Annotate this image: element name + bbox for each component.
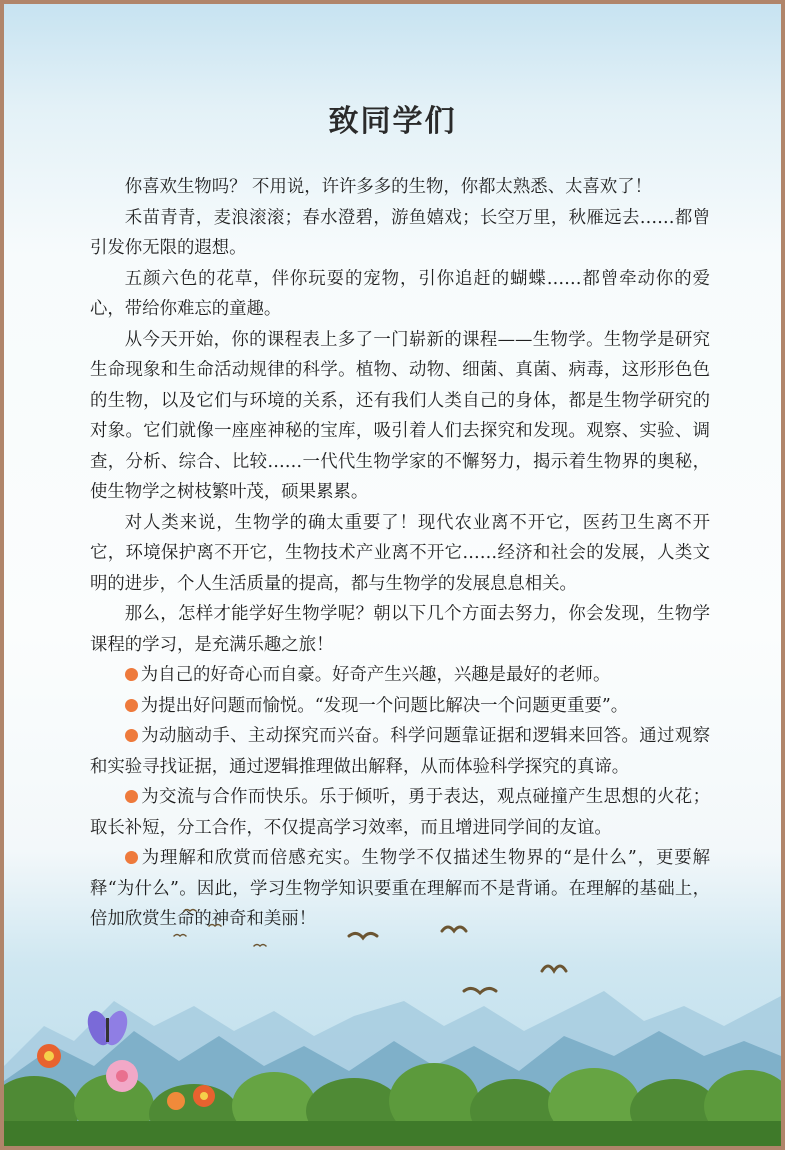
bird-icon bbox=[174, 910, 566, 994]
bullet-text: 为理解和欣赏而倍感充实。生物学不仅描述生物界的“是什么”，更要解释“为什么”。因此，学习生物学知识要重在理解而不是背诵。在理解的基础上，倍加欣赏生命的神奇和美丽！ bbox=[90, 848, 710, 929]
bullet-text: 为提出好问题而愉悦。“发现一个问题比解决一个问题更重要”。 bbox=[140, 695, 629, 716]
bullet-dot-icon bbox=[125, 729, 138, 742]
paragraph: 五颜六色的花草，伴你玩耍的宠物，引你追赶的蝴蝶……都曾牵动你的爱心，带给你难忘的童趣。 bbox=[90, 268, 710, 319]
bullet-dot-icon bbox=[125, 699, 138, 712]
paragraph: 对人类来说，生物学的确太重要了！现代农业离不开它，医药卫生离不开它，环境保护离不开它，生物技术产业离不开它……经济和社会的发展，人类文明的进步，个人生活质量的提高，都与生物学的发展息息相关。 bbox=[90, 512, 710, 594]
paragraph: 从今天开始，你的课程表上多了一门崭新的课程——生物学。生物学是研究生命现象和生命活动规律的科学。植物、动物、细菌、真菌、病毒，这形形色色的生物，以及它们与环境的关系，还有我们人类自己的身体，都是生物学研究的对象。它们就像一座座神秘的宝库，吸引着人们去探究和发现。观察、实验、调查，分析、综合、比较……一代代生物学家的不懈努力，揭示着生物界的奥秘，使生物学之树枝繁叶茂，硕果累累。 bbox=[90, 329, 710, 502]
bullet-item bbox=[90, 691, 710, 722]
bullet-item bbox=[90, 721, 710, 782]
bullet-item bbox=[90, 782, 710, 843]
bullet-dot-icon bbox=[125, 790, 138, 803]
bullet-text: 为动脑动手、主动探究而兴奋。科学问题靠证据和逻辑来回答。通过观察和实验寻找证据，通过逻辑推理做出解释，从而体验科学探究的真谛。 bbox=[90, 726, 710, 777]
page bbox=[4, 4, 781, 1146]
letter-body bbox=[90, 172, 710, 935]
paragraph: 那么，怎样才能学好生物学呢？朝以下几个方面去努力，你会发现，生物学课程的学习，是充满乐趣之旅！ bbox=[90, 604, 710, 655]
landscape-illustration bbox=[4, 906, 781, 1146]
bullet-dot-icon bbox=[125, 668, 138, 681]
bullet-item bbox=[90, 660, 710, 691]
bullet-text: 为自己的好奇心而自豪。好奇产生兴趣，兴趣是最好的老师。 bbox=[140, 665, 611, 685]
bullet-dot-icon bbox=[125, 851, 138, 864]
bullet-text: 为交流与合作而快乐。乐于倾听，勇于表达，观点碰撞产生思想的火花；取长补短，分工合作，不仅提高学习效率，而且增进同学间的友谊。 bbox=[90, 787, 710, 838]
page-title: 致同学们 bbox=[328, 104, 457, 139]
paragraph: 禾苗青青，麦浪滚滚；春水澄碧，游鱼嬉戏；长空万里，秋雁远去……都曾引发你无限的遐想。 bbox=[90, 207, 710, 258]
paragraph: 你喜欢生物吗？ 不用说，许许多多的生物，你都太熟悉、太喜欢了！ bbox=[124, 177, 653, 197]
